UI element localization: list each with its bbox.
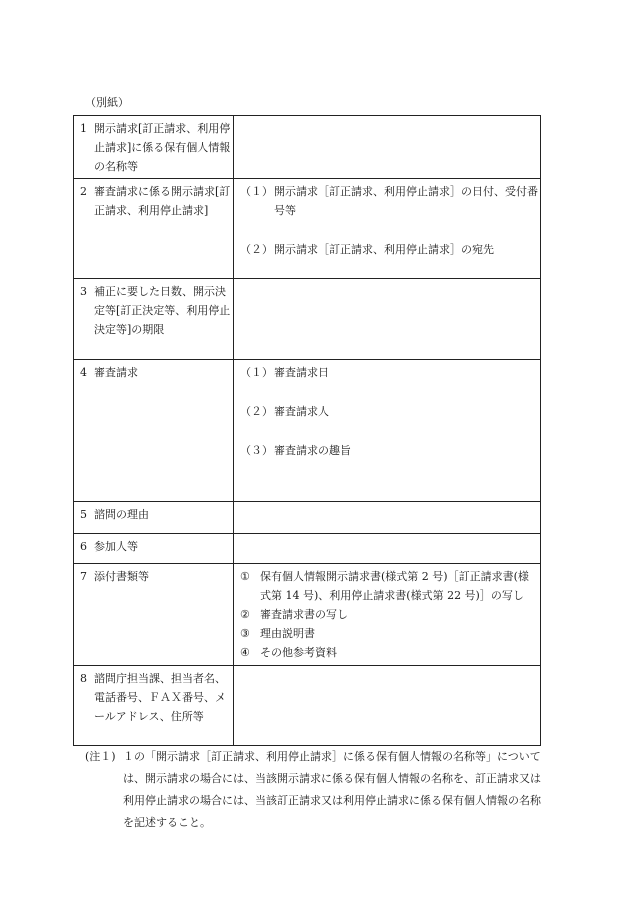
row-content-cell: [234, 116, 541, 179]
row-label: 補正に要した日数、開示決定等[訂正決定等、利用停止決定等]の期限: [94, 285, 231, 336]
row-content-cell: [234, 179, 541, 279]
list-item: [240, 363, 538, 382]
item-text: 開示請求［訂正請求、利用停止請求］の宛先: [274, 243, 494, 256]
row-label: 審査請求: [94, 366, 138, 379]
table-row: [74, 564, 541, 666]
list-item: [240, 643, 538, 662]
row-label: 添付書類等: [94, 570, 149, 583]
row-label-cell: [74, 116, 234, 179]
list-item: [240, 240, 538, 259]
table-row: [74, 534, 541, 564]
row-label: 諮問の理由: [94, 508, 149, 521]
row-label: 参加人等: [94, 540, 138, 553]
item-marker: ②: [240, 608, 250, 621]
row-number: 4: [80, 366, 87, 379]
item-marker: ④: [240, 646, 250, 659]
table-row: [74, 116, 541, 179]
row-content-cell: [234, 502, 541, 534]
item-marker: （１）: [240, 366, 273, 379]
list-item: [240, 182, 538, 220]
list-item: [240, 624, 538, 643]
row-content-cell: [234, 360, 541, 502]
table-row: [74, 279, 541, 360]
item-text: 開示請求［訂正請求、利用停止請求］の日付、受付番号等: [274, 185, 538, 217]
item-marker: ①: [240, 570, 250, 583]
table-row: [74, 360, 541, 502]
footnote: [85, 746, 547, 834]
row-label: 開示請求[訂正請求、利用停止請求]に係る保有個人情報の名称等: [94, 122, 231, 173]
item-text: 保有個人情報開示請求書(様式第 2 号)［訂正請求書(様式第 14 号)、利用停止請求書(様式第 22 号)］の写し: [260, 570, 529, 602]
row-number: 6: [80, 540, 87, 553]
item-text: 審査請求日: [274, 366, 329, 379]
row-label: 審査請求に係る開示請求[訂正請求、利用停止請求]: [94, 185, 231, 217]
list-item: [240, 605, 538, 624]
row-number: 3: [80, 285, 87, 298]
item-text: 審査請求人: [274, 405, 329, 418]
row-number: 5: [80, 508, 87, 521]
row-label-cell: [74, 502, 234, 534]
row-content-cell: [234, 666, 541, 746]
footnote-text: １の「開示請求［訂正請求、利用停止請求］に係る保有個人情報の名称等」については、開示請求の場合には、当該開示請求に係る保有個人情報の名称を、訂正請求又は利用停止請求の場合には、当該訂正請求又は利用停止請求に係る保有個人情報の名称を記述すること。: [123, 750, 541, 829]
row-label-cell: [74, 279, 234, 360]
page-label: （別紙）: [85, 96, 129, 109]
table-row: [74, 666, 541, 746]
item-marker: （２）: [240, 243, 273, 256]
list-item: [240, 402, 538, 421]
row-number: 2: [80, 185, 87, 198]
item-marker: ③: [240, 627, 250, 640]
row-content-cell: [234, 564, 541, 666]
item-text: その他参考資料: [260, 646, 337, 659]
row-number: 7: [80, 570, 87, 583]
footnote-label: (注１): [85, 750, 116, 763]
row-content-cell: [234, 279, 541, 360]
item-marker: （１）: [240, 185, 273, 198]
row-label-cell: [74, 360, 234, 502]
item-text: 審査請求の趣旨: [274, 444, 351, 457]
row-label: 諮問庁担当課、担当者名、電話番号、ＦＡＸ番号、メールアドレス、住所等: [94, 672, 226, 723]
row-number: 1: [80, 122, 87, 135]
row-label-cell: [74, 564, 234, 666]
list-item: [240, 441, 538, 460]
table-row: [74, 179, 541, 279]
row-content-cell: [234, 534, 541, 564]
item-marker: （３）: [240, 444, 273, 457]
item-text: 審査請求書の写し: [260, 608, 348, 621]
item-text: 理由説明書: [260, 627, 315, 640]
table-row: [74, 502, 541, 534]
row-label-cell: [74, 666, 234, 746]
list-item: [240, 567, 538, 605]
item-marker: （２）: [240, 405, 273, 418]
row-label-cell: [74, 179, 234, 279]
row-label-cell: [74, 534, 234, 564]
row-number: 8: [80, 672, 87, 685]
form-table: [73, 115, 541, 746]
